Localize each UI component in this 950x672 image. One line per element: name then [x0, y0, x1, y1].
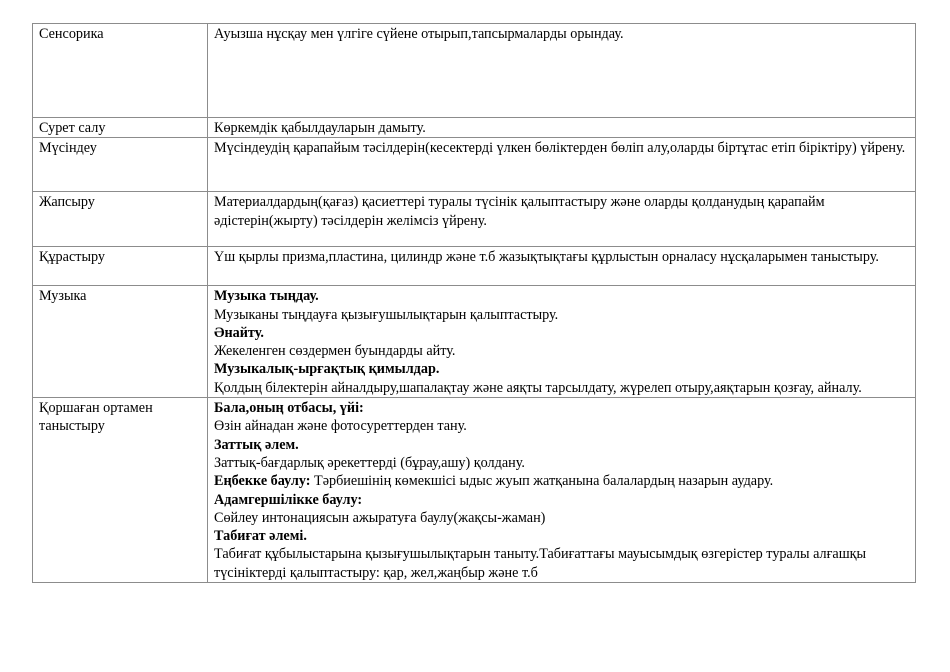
section-heading: Табиғат әлемі. — [214, 528, 307, 545]
content-cell — [208, 286, 916, 398]
table-row — [33, 24, 916, 118]
table-row — [33, 192, 916, 247]
subject-cell: Мүсіндеу — [33, 138, 208, 192]
content-cell — [208, 398, 916, 583]
subject-cell: Құрастыру — [33, 247, 208, 286]
section-heading: Музыкалық-ырғақтық қимылдар. — [214, 361, 440, 378]
content-text: Көркемдік қабылдауларын дамыту. — [214, 120, 426, 136]
table-row — [33, 118, 916, 138]
content-text: Жекеленген сөздермен буындарды айту. — [214, 343, 456, 360]
table-row — [33, 138, 916, 192]
table-row — [33, 247, 916, 286]
section-heading: Бала,оның отбасы, үйі: — [214, 400, 364, 417]
content-cell — [208, 24, 916, 118]
content-cell — [208, 138, 916, 192]
inline-heading: Еңбекке баулу: — [214, 473, 311, 490]
content-text: Тәрбиешінің көмекшісі ыдыс жуып жатқанына балалардың назарын аудару. — [310, 473, 774, 490]
subject-cell: Сенсорика — [33, 24, 208, 118]
subject-cell: Қоршаған ортамен таныстыру — [33, 398, 208, 583]
content-text: Табиғат құбылыстарына қызығушылықтарын таныту.Табиғаттағы мауысымдық өзгерістер туралы алғашқы түсініктерді қалыптастыру: қар, жел,жаңбыр және т.б — [214, 546, 867, 581]
content-cell — [208, 192, 916, 247]
section-heading: Адамгершілікке баулу: — [214, 491, 363, 508]
content-text: Өзін айнадан және фотосуреттерден тану. — [214, 418, 467, 435]
subject-cell: Сурет салу — [33, 118, 208, 138]
section-heading: Әнайту. — [214, 324, 264, 341]
section-heading: Музыка тыңдау. — [214, 288, 319, 305]
content-cell — [208, 118, 916, 138]
content-text: Сөйлеу интонациясын ажыратуға баулу(жақсы-жаман) — [214, 509, 546, 526]
content-line — [214, 472, 909, 490]
table-row — [33, 286, 916, 398]
content-text: Мүсіндеудің қарапайым тәсілдерін(кесектерді үлкен бөліктерден бөліп алу,оларды біртұтас етіп біріктіру) үйрену. — [214, 140, 906, 157]
section-heading: Заттық әлем. — [214, 436, 299, 453]
content-text: Үш қырлы призма,пластина, цилиндр және т.б жазықтықтағы құрлыстын орналасу нұсқаларымен таныстыру. — [214, 249, 879, 266]
content-text: Материалдардың(қағаз) қасиеттері туралы түсінік қалыптастыру және оларды қолданудың қарапайм әдістерін(жырту) тәсілдерін желімсіз үйрену. — [214, 194, 825, 229]
curriculum-table — [32, 23, 916, 583]
content-cell — [208, 247, 916, 286]
content-text: Заттық-бағдарлық әрекеттерді (бұрау,ашу) қолдану. — [214, 454, 525, 471]
content-text: Қолдың білектерін айналдыру,шапалақтау және аяқты тарсылдату, жүрелеп отыру,аяқтарын қозғау, айналу. — [214, 379, 862, 396]
content-text: Музыканы тыңдауға қызығушылықтарын қалыптастыру. — [214, 306, 559, 323]
subject-cell: Музыка — [33, 286, 208, 398]
table-row — [33, 398, 916, 583]
subject-cell: Жапсыру — [33, 192, 208, 247]
content-text: Ауызша нұсқау мен үлгіге сүйене отырып,тапсырмаларды орындау. — [214, 26, 624, 42]
